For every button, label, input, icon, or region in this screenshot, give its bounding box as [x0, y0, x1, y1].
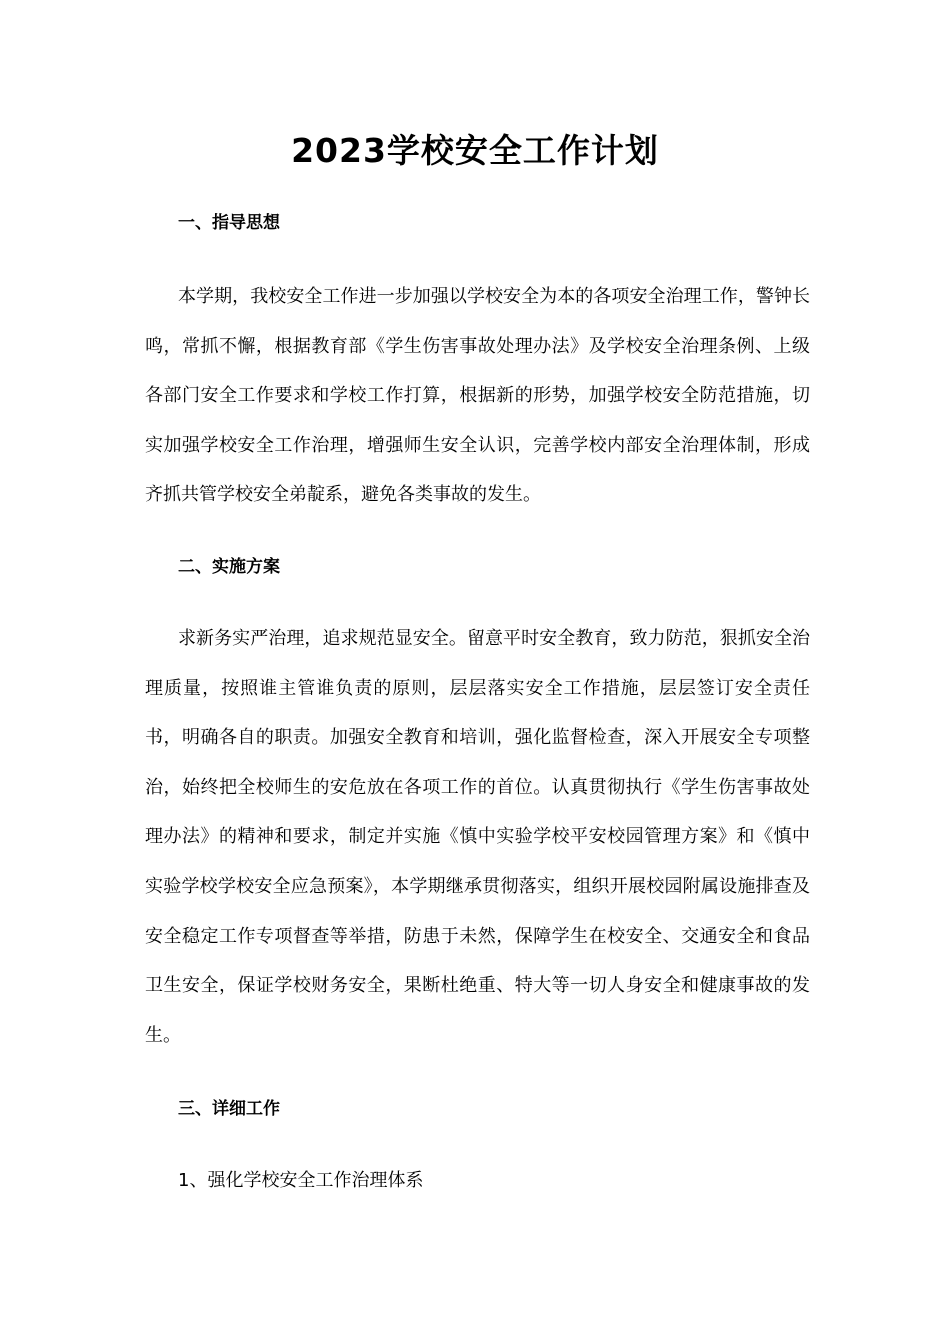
section-heading-detailed-work: 三、详细工作: [178, 1099, 280, 1119]
section-paragraph-implementation-plan: 求新务实严治理，追求规范显安全。留意平时安全教育，致力防范，狠抓安全治理质量，按照谁主管谁负责的原则，层层落实安全工作措施，层层签订安全责任书，明确各自的职责。加强安全教育和培训，强化监督检查，深入开展安全专项整治，始终把全校师生的安危放在各项工作的首位。认真贯彻执行《学生伤害事故处理办法》的精神和要求，制定并实施《慎中实验学校平安校园管理方案》和《慎中实验学校学校安全应急预案》，本学期继承贯彻落实，组织开展校园附属设施排查及安全稳定工作专项督查等举措，防患于未然，保障学生在校安全、交通安全和食品卫生安全，保证学校财务安全，果断杜绝重、特大等一切人身安全和健康事故的发生。: [145, 628, 810, 1046]
list-item: 1、强化学校安全工作治理体系: [178, 1170, 424, 1191]
document-title: 2023学校安全工作计划: [291, 131, 659, 170]
section-paragraph-guiding-ideology: 本学期，我校安全工作进一步加强以学校安全为本的各项安全治理工作，警钟长鸣，常抓不懈，根据教育部《学生伤害事故处理办法》及学校安全治理条例、上级各部门安全工作要求和学校工作打算，根据新的形势，加强学校安全防范措施，切实加强学校安全工作治理，增强师生安全认识，完善学校内部安全治理体制，形成齐抓共管学校安全弟靛系，避免各类事故的发生。: [145, 286, 810, 506]
section-heading-guiding-ideology: 一、指导思想: [178, 213, 280, 233]
section-heading-implementation-plan: 二、实施方案: [178, 557, 280, 577]
